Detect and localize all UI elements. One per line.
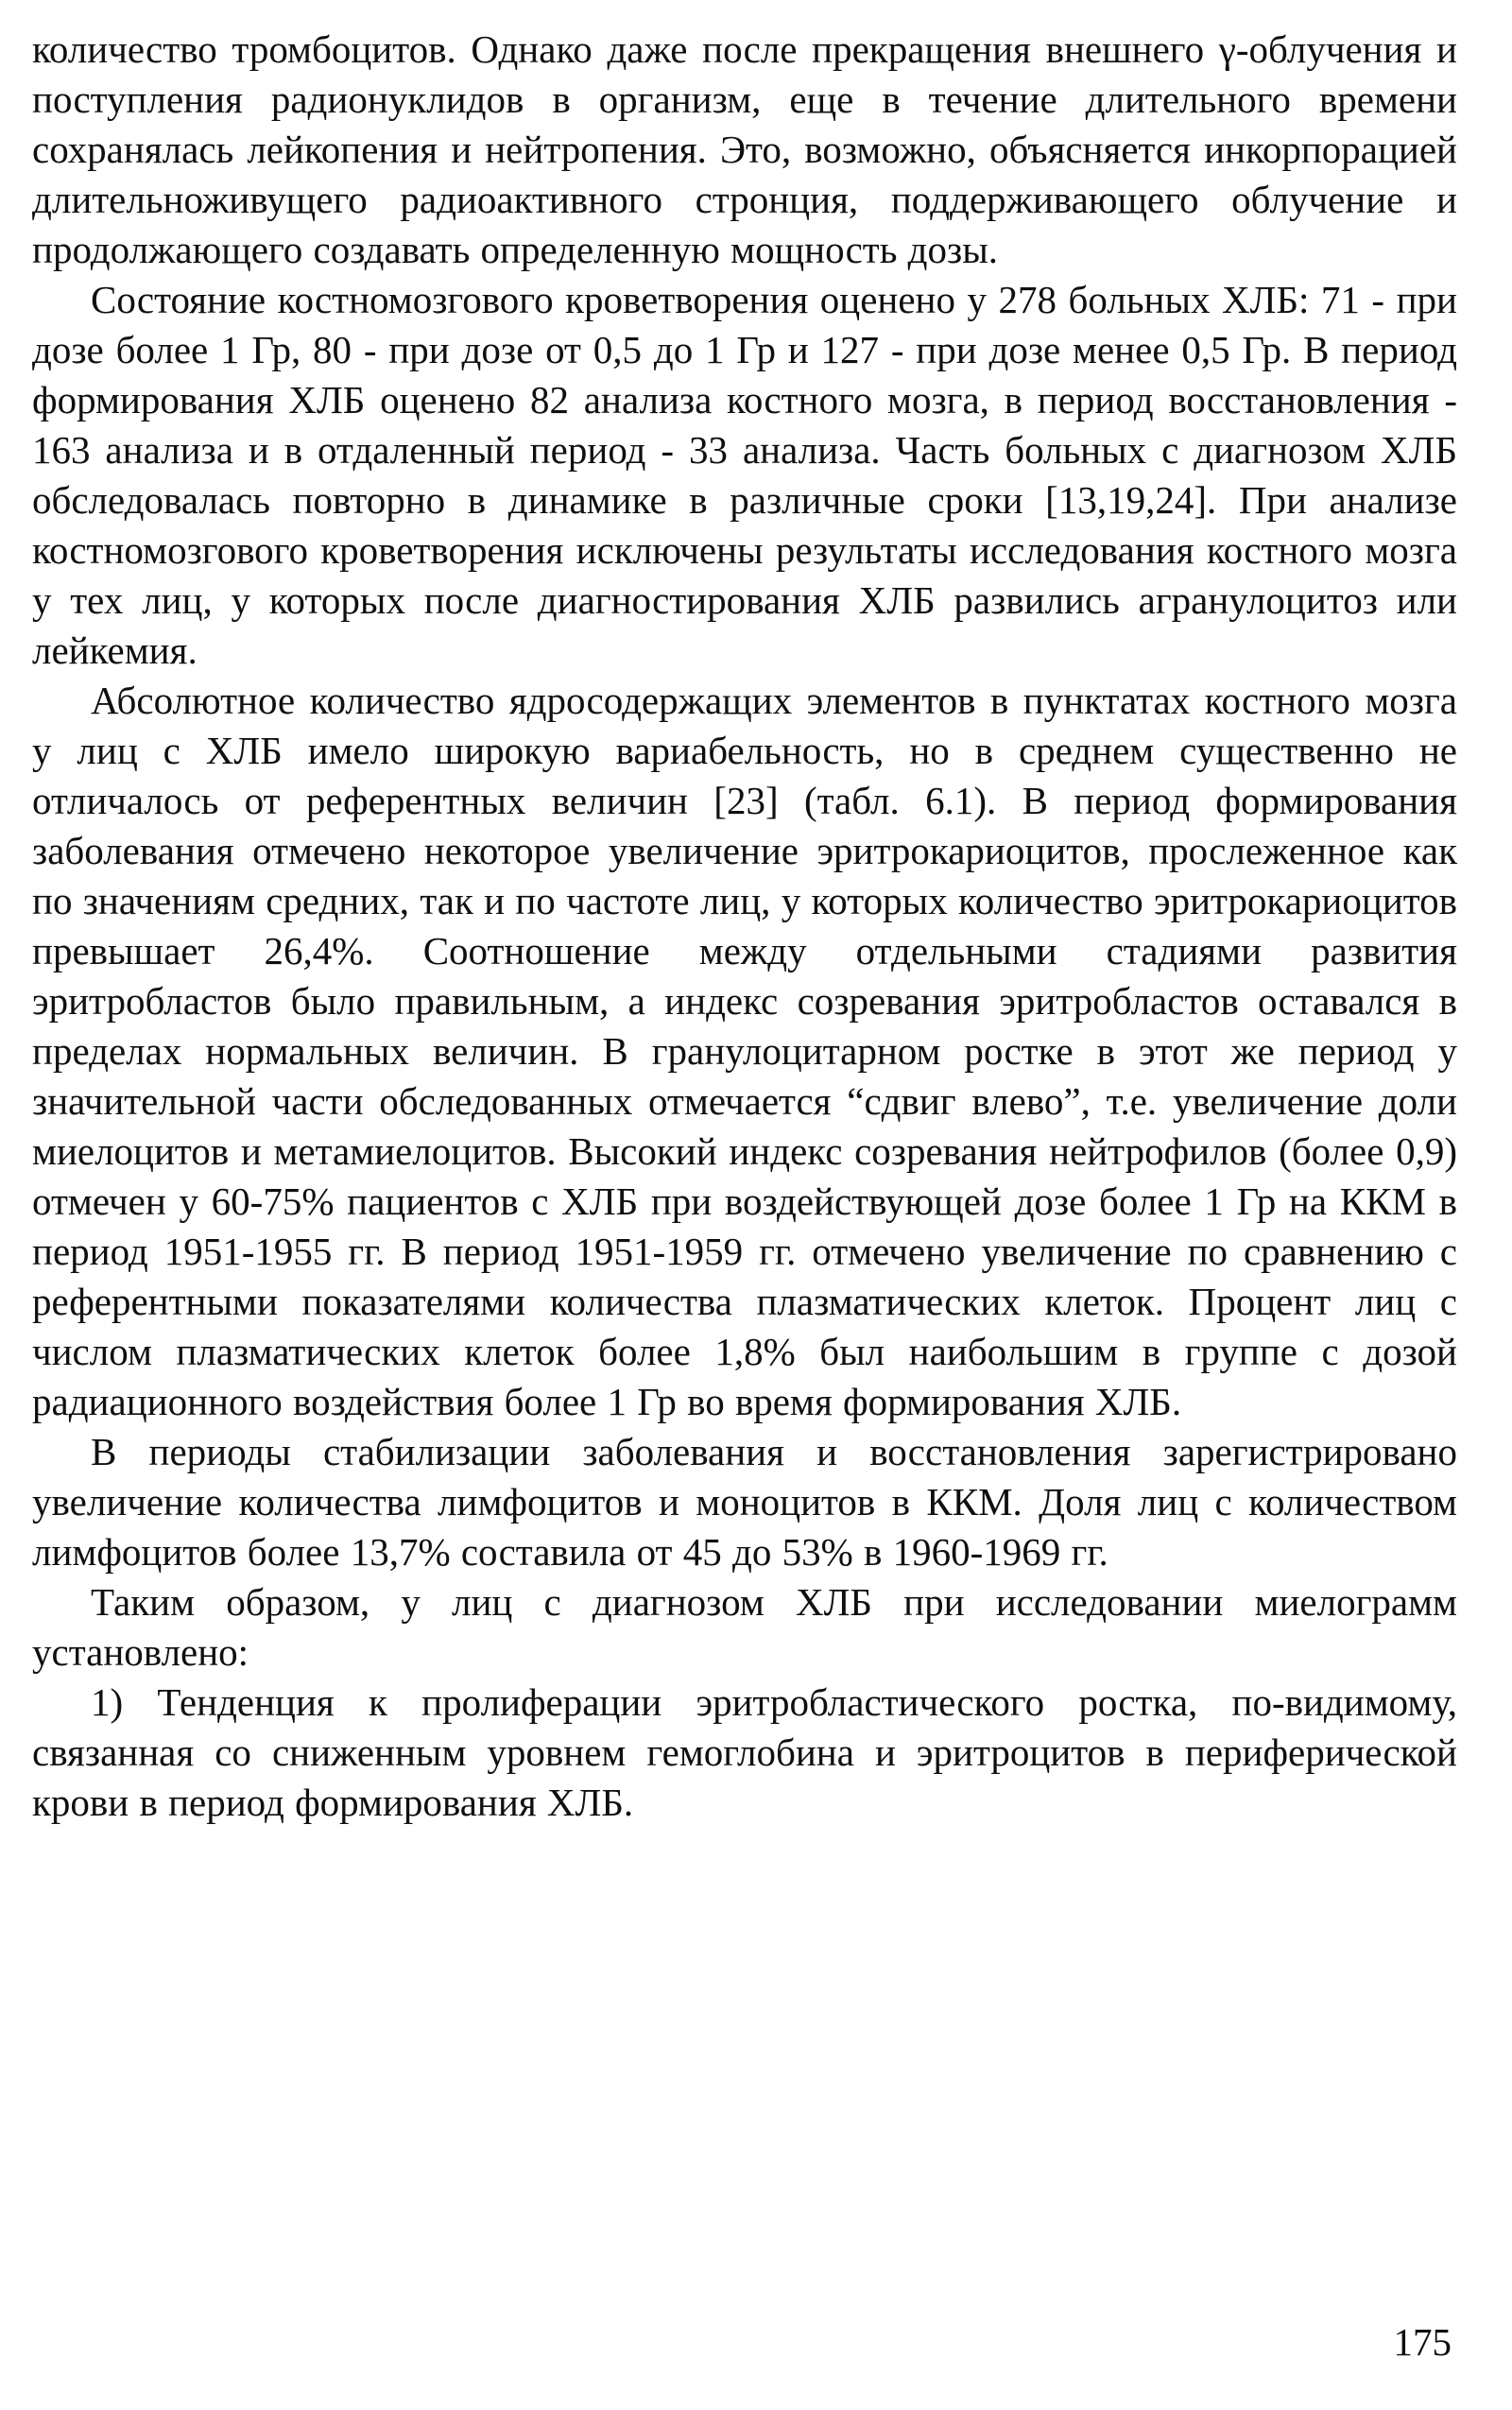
- paragraph-continuation: количество тромбоцитов. Однако даже после прекращения внешнего γ-облучения и поступления радионуклидов в организм, еще в течение длительного времени сохранялась лейкопения и нейтропения. Это, возможно, объясняется инкорпорацией длительноживущего радиоактивного стронция, поддерживающего облучение и продолжающего создавать определенную мощность дозы.: [32, 27, 1457, 271]
- paragraph: Состояние костномозгового кроветворения оценено у 278 больных ХЛБ: 71 - при дозе более 1 Гр, 80 - при дозе от 0,5 до 1 Гр и 127 - при дозе менее 0,5 Гр. В период формирования ХЛБ оценено 82 анализа костного мозга, в период восстановления - 163 анализа и в отдаленный период - 33 анализа. Часть больных с диагнозом ХЛБ обследовалась повторно в динамике в различные сроки [13,19,24]. При анализе костномозгового кроветворения исключены результаты исследования костного мозга у тех лиц, у которых после диагностирования ХЛБ развились агранулоцитоз или лейкемия.: [32, 278, 1457, 672]
- paragraph: 1) Тенденция к пролиферации эритробластического ростка, по-видимому, связанная со сниженным уровнем гемоглобина и эритроцитов в периферической крови в период формирования ХЛБ.: [32, 1680, 1457, 1824]
- paragraph: Абсолютное количество ядросодержащих элементов в пунктатах костного мозга у лиц с ХЛБ имело широкую вариабельность, но в среднем существенно не отличалось от референтных величин [23] (табл. 6.1). В период формирования заболевания отмечено некоторое увеличение эритрокариоцитов, прослеженное как по значениям средних, так и по частоте лиц, у которых количество эритрокариоцитов превышает 26,4%. Соотношение между отдельными стадиями развития эритробластов было правильным, а индекс созревания эритробластов оставался в пределах нормальных величин. В гранулоцитарном ростке в этот же период у значительной части обследованных отмечается “сдвиг влево”, т.е. увеличение доли миелоцитов и метамиелоцитов. Высокий индекс созревания нейтрофилов (более 0,9) отмечен у 60-75% пациентов с ХЛБ при воздействующей дозе более 1 Гр на ККМ в период 1951-1955 гг. В период 1951-1959 гг. отмечено увеличение по сравнению с референтными показателями количества плазматических клеток. Процент лиц с числом плазматических клеток более 1,8% был наибольшим в группе с дозой радиационного воздействия более 1 Гр во время формирования ХЛБ.: [32, 679, 1457, 1423]
- document-page: [32, 25, 1457, 1828]
- page-number: 175: [1393, 2320, 1452, 2364]
- paragraph: Таким образом, у лиц с диагнозом ХЛБ при исследовании миелограмм установлено:: [32, 1580, 1457, 1674]
- paragraph: В периоды стабилизации заболевания и восстановления зарегистрировано увеличение количества лимфоцитов и моноцитов в ККМ. Доля лиц с количеством лимфоцитов более 13,7% составила от 45 до 53% в 1960-1969 гг.: [32, 1430, 1457, 1574]
